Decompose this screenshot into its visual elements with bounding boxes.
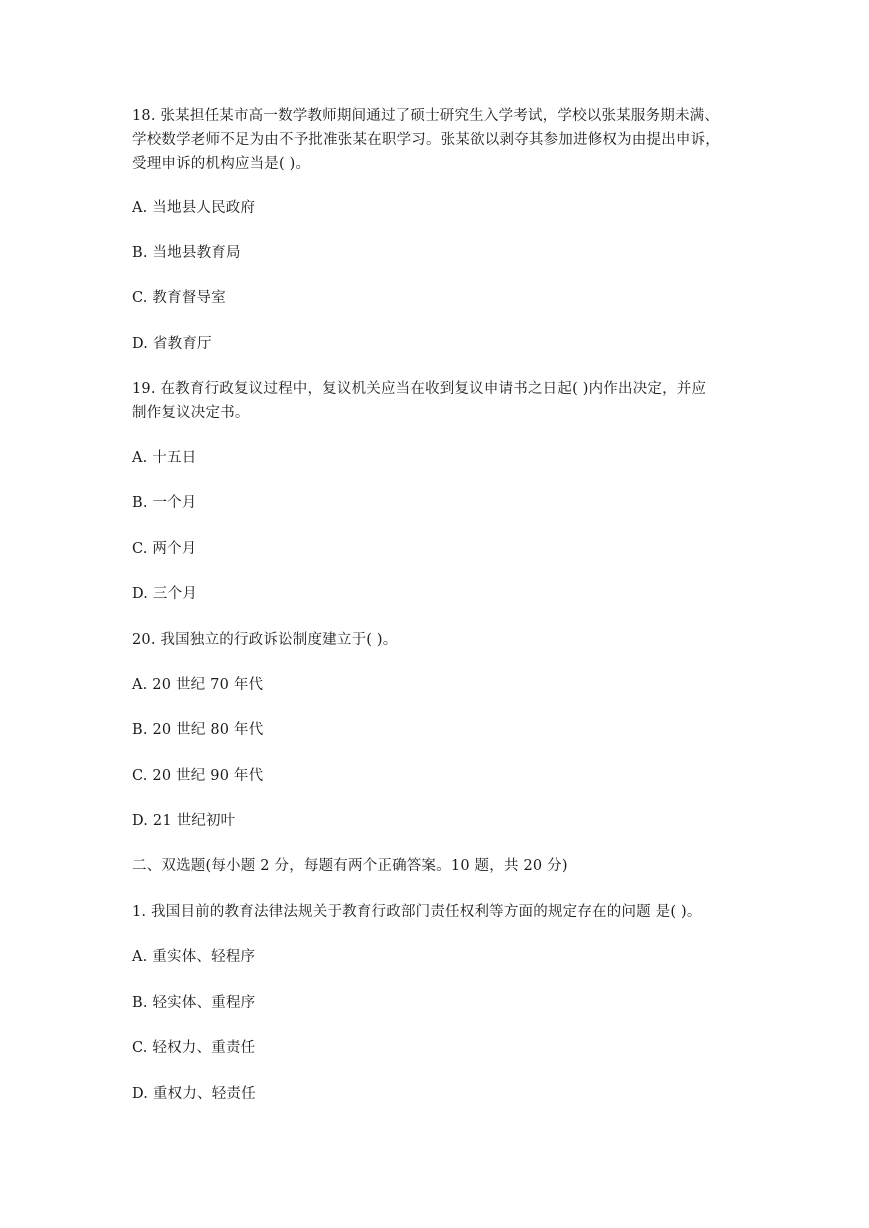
question-18-stem-line-1: 18. 张某担任某市高一数学教师期间通过了硕士研究生入学考试，学校以张某服务期未满、 bbox=[132, 108, 720, 124]
question-18-option-b: B. 当地县教育局 bbox=[132, 245, 241, 261]
question-19-stem-line-1: 19. 在教育行政复议过程中，复议机关应当在收到复议申请书之日起( )内作出决定，并应 bbox=[132, 381, 707, 397]
question-19-option-d: D. 三个月 bbox=[132, 586, 198, 602]
question-18-option-a: A. 当地县人民政府 bbox=[132, 200, 256, 216]
section-question-1-option-a: A. 重实体、轻程序 bbox=[132, 949, 256, 965]
question-19-option-c: C. 两个月 bbox=[132, 541, 197, 557]
question-18-option-d: D. 省教育厅 bbox=[132, 336, 212, 352]
question-18-stem-line-2: 学校数学老师不足为由不予批准张某在职学习。张某欲以剥夺其参加进修权为由提出申诉， bbox=[132, 132, 720, 148]
question-19-stem-line-2: 制作复议决定书。 bbox=[132, 405, 250, 421]
question-18-option-c: C. 教育督导室 bbox=[132, 290, 226, 306]
question-18-stem-line-3: 受理申诉的机构应当是( )。 bbox=[132, 156, 311, 172]
question-19-option-a: A. 十五日 bbox=[132, 450, 197, 466]
question-20-option-a: A. 20 世纪 70 年代 bbox=[132, 677, 264, 693]
question-20-option-b: B. 20 世纪 80 年代 bbox=[132, 722, 264, 738]
question-20-option-c: C. 20 世纪 90 年代 bbox=[132, 768, 264, 784]
question-20-option-d: D. 21 世纪初叶 bbox=[132, 813, 236, 829]
section-question-1-option-b: B. 轻实体、重程序 bbox=[132, 995, 256, 1011]
section-question-1-option-c: C. 轻权力、重责任 bbox=[132, 1040, 256, 1056]
section-question-1-stem-line-1: 1. 我国目前的教育法律法规关于教育行政部门责任权利等方面的规定存在的问题 是( )。 bbox=[132, 904, 702, 920]
question-19-option-b: B. 一个月 bbox=[132, 495, 197, 511]
section-heading: 二、双选题(每小题 2 分，每题有两个正确答案。10 题，共 20 分) bbox=[132, 858, 568, 874]
section-question-1-option-d: D. 重权力、轻责任 bbox=[132, 1086, 256, 1102]
question-20-stem-line-1: 20. 我国独立的行政诉讼制度建立于( )。 bbox=[132, 632, 398, 648]
